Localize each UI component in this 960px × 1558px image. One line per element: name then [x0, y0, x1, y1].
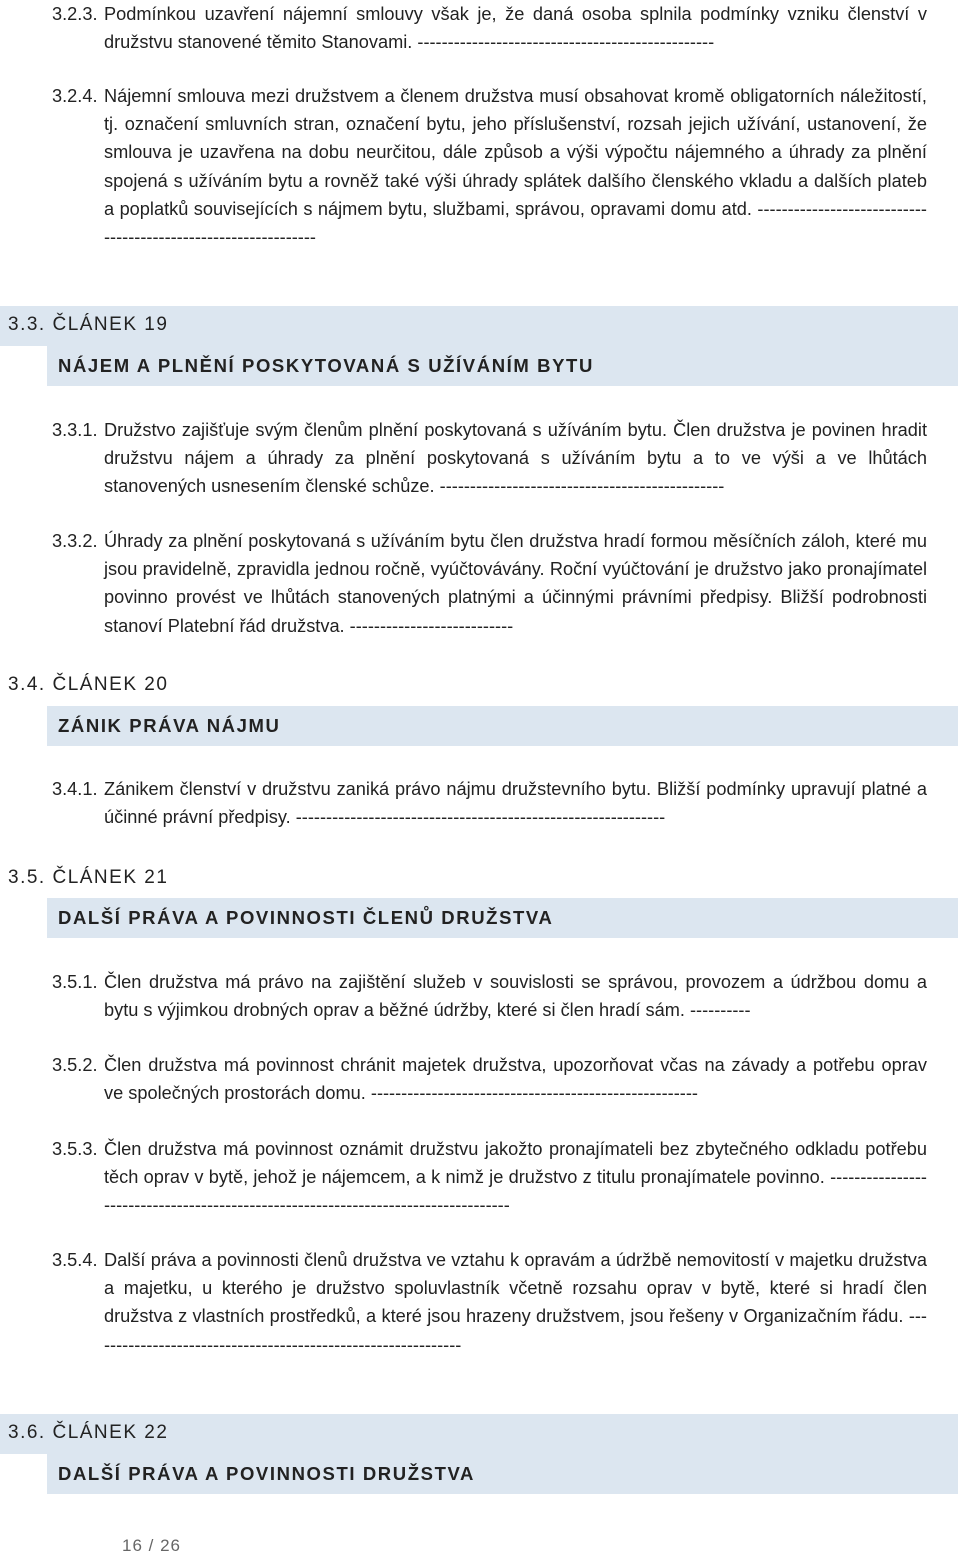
article-title: NÁJEM A PLNĚNÍ POSKYTOVANÁ S UŽÍVÁNÍM BYTU: [58, 355, 594, 376]
article-number: 3.3. ČLÁNEK 19: [8, 314, 169, 335]
paragraph-number: 3.5.3.: [52, 1139, 98, 1159]
article-title: ZÁNIK PRÁVA NÁJMU: [58, 715, 281, 736]
paragraph-number: 3.5.2.: [52, 1055, 98, 1075]
article-number: 3.5. ČLÁNEK 21: [8, 867, 169, 888]
page-number: 16 / 26: [122, 1536, 181, 1555]
article-number: 3.6. ČLÁNEK 22: [8, 1422, 169, 1443]
paragraph-text: Člen družstva má povinnost chránit majetek družstva, upozorňovat včas na závady a potřebu oprav ve společných prostorách domu. ------------------------------------------------------: [104, 1055, 927, 1104]
paragraph-number: 3.2.4.: [52, 86, 98, 106]
paragraph-text: Další práva a povinnosti členů družstva ve vztahu k opravám a údržbě nemovitostí v majetku družstva a majetku, u kterého je družstvo spoluvlastník včetně rozsahu oprav v bytě, které si hradí člen družstva z vlastních prostředků, a které jsou hrazeny družstvem, jsou řešeny v Organizačním řádu. --------------------------------------------------------------: [104, 1250, 927, 1355]
paragraph-3-5-3: [52, 1135, 927, 1220]
paragraph-number: 3.3.2.: [52, 531, 98, 551]
paragraph-text: Člen družstva má povinnost oznámit družstvu jakožto pronajímateli bez zbytečného odkladu potřebu těch oprav v bytě, jehož je nájemcem, a k nimž je družstvo z titulu pronajímatele povinno. -----------------------------------------------------------------------------------: [104, 1139, 927, 1216]
paragraph-number: 3.4.1.: [52, 779, 98, 799]
paragraph-number: 3.2.3.: [52, 4, 98, 24]
article-number: 3.4. ČLÁNEK 20: [8, 674, 169, 695]
paragraph-3-2-4: [52, 82, 927, 251]
paragraph-number: 3.5.1.: [52, 972, 98, 992]
paragraph-3-5-1: [52, 968, 927, 1024]
article-title: DALŠÍ PRÁVA A POVINNOSTI ČLENŮ DRUŽSTVA: [58, 907, 554, 928]
paragraph-3-4-1: [52, 775, 927, 831]
paragraph-text: Družstvo zajišťuje svým členům plnění poskytovaná s užíváním bytu. Člen družstva je povinen hradit družstvu nájem a úhrady za plnění poskytovaná s užíváním bytu a to ve výši a ve lhůtách stanovených usnesením členské schůze. -----------------------------------------------: [104, 420, 927, 497]
paragraph-3-3-1: [52, 416, 927, 501]
paragraph-number: 3.3.1.: [52, 420, 98, 440]
paragraph-text: Zánikem členství v družstvu zaniká právo nájmu družstevního bytu. Bližší podmínky upravují platné a účinné právní předpisy. -------------------------------------------------------------: [104, 779, 927, 828]
article-title: DALŠÍ PRÁVA A POVINNOSTI DRUŽSTVA: [58, 1463, 475, 1484]
paragraph-text: Úhrady za plnění poskytovaná s užíváním bytu člen družstva hradí formou měsíčních záloh, které mu jsou pravidelně, zpravidla jednou ročně, vyúčtovávány. Roční vyúčtování je družstvo jako pronajímatel povinno provést ve lhůtách stanovených platnými a účinnými právními předpisy. Bližší podrobnosti stanoví Platební řád družstva. ---------------------------: [104, 531, 927, 636]
paragraph-3-3-2: [52, 527, 927, 640]
paragraph-text: Člen družstva má právo na zajištění služeb v souvislosti se správou, provozem a údržbou domu a bytu s výjimkou drobných oprav a běžné údržby, které si člen hradí sám. ----------: [104, 972, 927, 1021]
paragraph-3-5-2: [52, 1051, 927, 1107]
paragraph-number: 3.5.4.: [52, 1250, 98, 1270]
paragraph-text: Nájemní smlouva mezi družstvem a členem družstva musí obsahovat kromě obligatorních náležitostí, tj. označení smluvních stran, označení bytu, jeho příslušenství, rozsah jejich užívání, ustanovení, že smlouva je uzavřena na dobu neurčitou, dále způsob a výši výpočtu nájemného a úhrady za plnění spojená s užíváním bytu a rovněž také výši úhrady splátek dalšího členského vkladu a dalších plateb a poplatků souvisejících s nájmem bytu, službami, správou, opravami domu atd. ---------------------------------------------------------------: [104, 86, 927, 248]
paragraph-3-5-4: [52, 1246, 927, 1359]
paragraph-text: Podmínkou uzavření nájemní smlouvy však je, že daná osoba splnila podmínky vzniku členství v družstvu stanovené těmito Stanovami. -------------------------------------------------: [104, 4, 927, 53]
paragraph-3-2-3: [52, 0, 927, 56]
